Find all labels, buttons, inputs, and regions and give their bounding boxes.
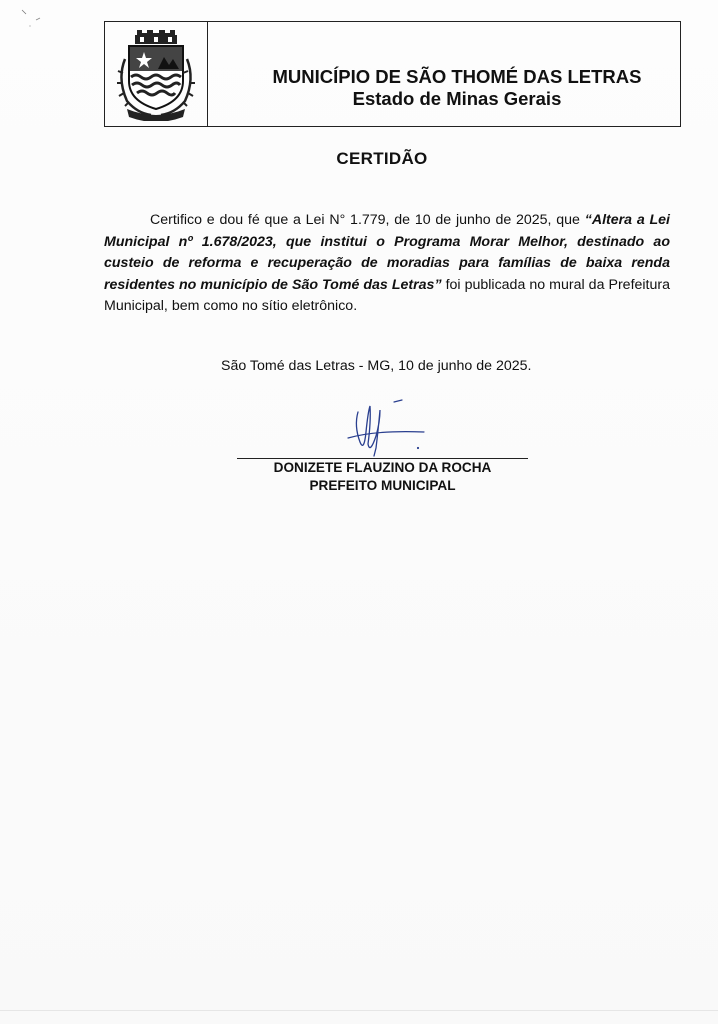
municipality-name: MUNICÍPIO DE SÃO THOMÉ DAS LETRAS: [272, 66, 642, 87]
body-intro: Certifico e dou fé que a Lei N° 1.779, de 10 de junho de 2025, que: [150, 212, 585, 228]
municipal-coat-of-arms-icon: [111, 29, 201, 121]
letterhead: [104, 21, 681, 127]
crest-cell: [105, 22, 208, 126]
body-closing: foi publicada no mural da Prefeitura Municipal, bem como no sítio eletrônico.: [104, 276, 671, 314]
place-and-date: São Tomé das Letras - MG, 10 de junho de 2025.: [221, 358, 532, 374]
signer-role: PREFEITO MUNICIPAL: [309, 478, 456, 493]
state-name: Estado de Minas Gerais: [352, 88, 562, 109]
scan-specks-decoration: [18, 8, 48, 32]
handwritten-signature-icon: [336, 392, 432, 464]
scan-edge-divider: [0, 1010, 718, 1011]
signer-name: DONIZETE FLAUZINO DA ROCHA: [273, 460, 492, 475]
document-title: CERTIDÃO: [336, 149, 428, 168]
certificate-body: [104, 210, 670, 318]
law-quote: “Altera a Lei Municipal nº 1.678/2023, que institui o Programa Morar Melhor, destinado ao custeio de reforma e recuperação de moradias para famílias de baixa renda residentes no município de São Tomé das Letras”: [104, 212, 670, 293]
